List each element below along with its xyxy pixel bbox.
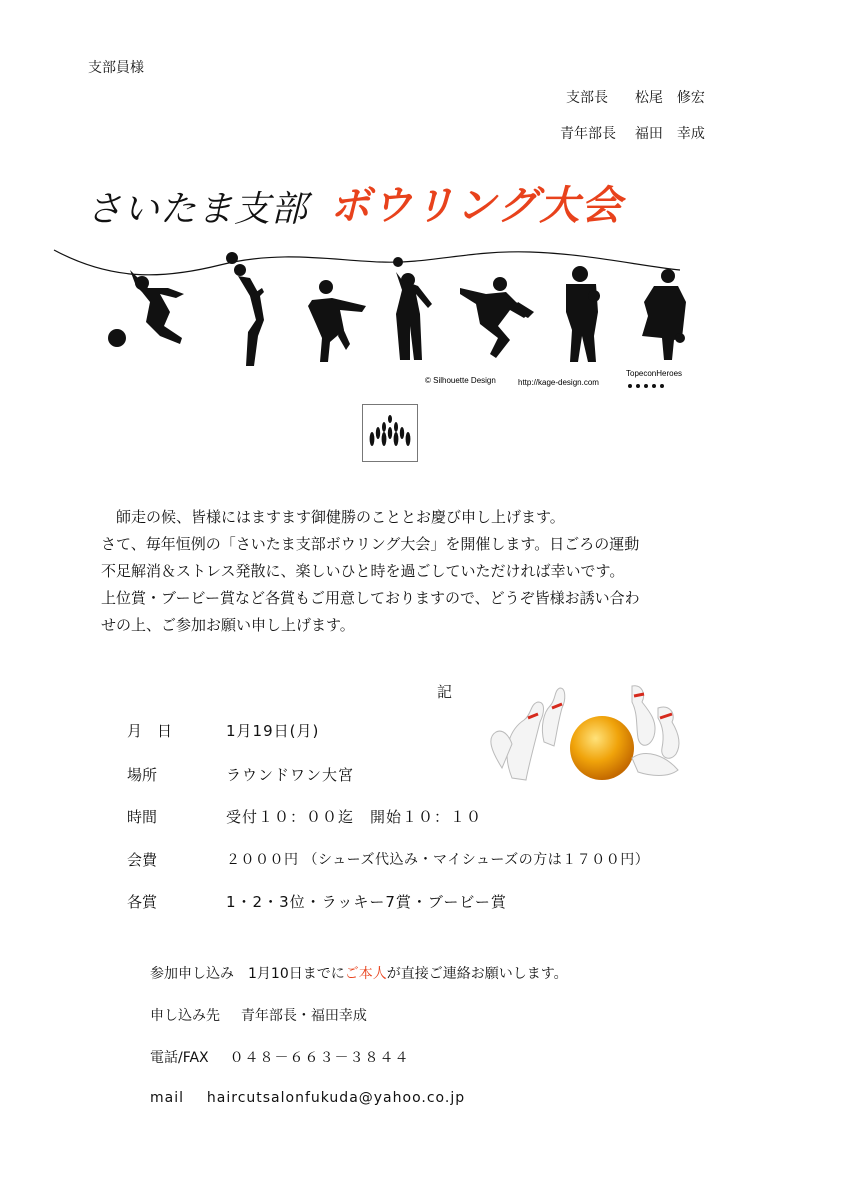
signer-role: 青年部長 [560,126,616,142]
phone-label: 電話/FAX [150,1050,209,1066]
detail-value-prizes: 1・2・3位・ラッキー7賞・ブービー賞 [226,893,507,911]
bowling-ball-icon [570,716,634,780]
credit-url: http://kage-design.com [518,378,599,387]
mail-label: mail [150,1090,184,1106]
credit-dots-icon [628,384,664,388]
signer-name: 松尾 修宏 [634,90,705,106]
detail-label-time: 時間 [127,808,158,826]
detail-value-fee: ２０００円 （シューズ代込み・マイシューズの方は１７００円） [226,852,650,868]
bowling-pins-icon [363,405,417,461]
detail-label-date: 月 日 [127,722,173,740]
bowler-silhouette-7 [642,269,686,360]
body-line: さて、毎年恒例の「さいたま支部ボウリング大会」を開催します。日ごろの運動 [101,535,640,553]
phone-value: ０４８－６６３－３８４４ [229,1050,410,1066]
detail-value-place: ラウンドワン大宮 [226,766,355,784]
apply-to-label: 申し込み先 [150,1008,220,1024]
phone-line [150,1047,410,1067]
credit-right: TopeconHeroes [626,369,683,378]
ki-heading: 記 [437,683,453,701]
apply-prefix: 参加申し込み 1月10日までに [150,966,345,982]
pin-left-group [491,688,565,780]
signer-youth [560,123,705,143]
signer-name: 福田 幸成 [634,126,705,142]
bowler-silhouette-4 [393,257,432,360]
page-title-accent: ボウリング大会 [330,183,624,229]
apply-to [150,1005,367,1025]
signer-chief [566,87,705,107]
body-line: 不足解消＆ストレス発散に、楽しいひと時を過ごしていただければ幸いです。 [101,562,625,580]
bowler-silhouettes-illustration [50,240,700,400]
mail-line [150,1090,465,1106]
page-title: さいたま支部 [86,189,309,230]
apply-notice [150,963,568,983]
apply-suffix: が直接ご連絡お願いします。 [386,966,568,982]
body-line: 上位賞・ブービー賞など各賞もご用意しておりますので、どうぞ皆様お誘い合わ [101,589,640,607]
bowler-silhouette-2 [226,252,264,366]
signer-role: 支部長 [566,90,608,106]
detail-value-time: 受付１０：００迄 開始１０：１０ [226,808,483,826]
credit-left: © Silhouette Design [425,376,496,385]
body-line: せの上、ご参加お願い申し上げます。 [101,616,355,634]
apply-to-value: 青年部長・福田幸成 [240,1008,367,1024]
bowler-silhouette-6 [566,266,600,362]
body-paragraph [101,504,640,639]
detail-label-place: 場所 [127,766,158,784]
mail-value[interactable]: haircutsalonfukuda@yahoo.co.jp [206,1090,466,1106]
bowler-silhouette-1 [130,270,184,344]
detail-label-fee: 会費 [127,851,158,869]
body-line: 師走の候、皆様にはますます御健勝のこととお慶び申し上げます。 [101,508,565,526]
bowler-silhouette-5 [460,277,534,358]
bowling-ball-icon [108,329,126,347]
apply-highlight: ご本人 [344,966,387,982]
addressee: 支部員様 [88,60,144,76]
pins-and-ball-illustration [482,678,694,786]
pin-right-group [632,686,679,776]
bowling-pins-icon-box [362,404,418,462]
detail-value-date: 1月19日(月) [226,722,320,740]
bowler-silhouette-3 [308,280,366,362]
detail-label-prizes: 各賞 [127,893,158,911]
